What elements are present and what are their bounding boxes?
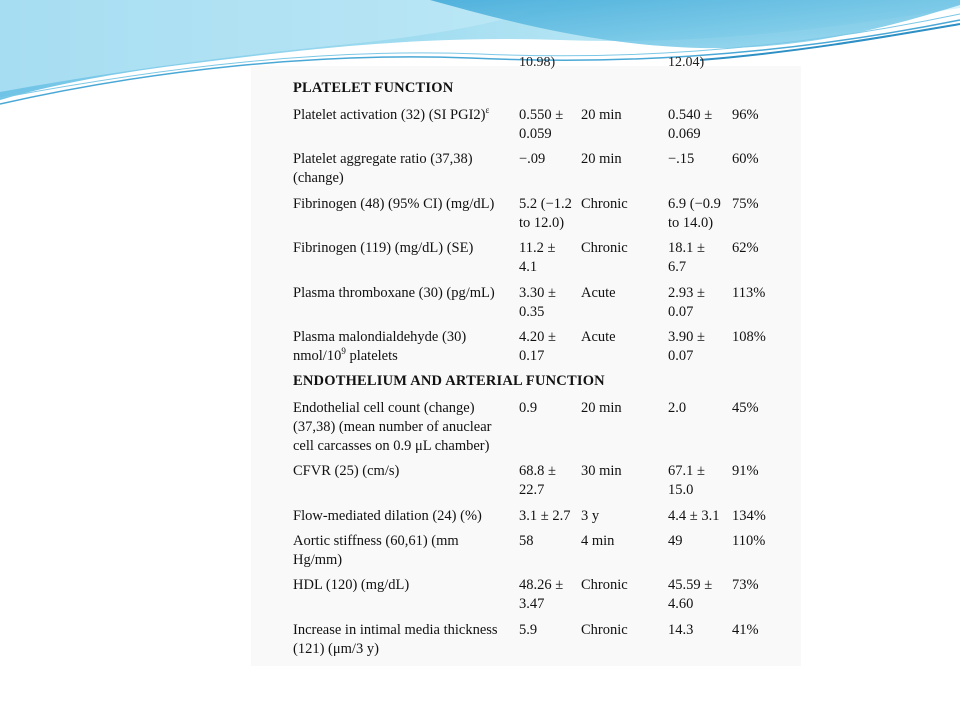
baseline-cell: 58 [519, 533, 534, 549]
baseline-cell: 3.30 ± 0.35 [519, 285, 556, 320]
cut-off-cell-post: 12.04) [668, 55, 705, 70]
duration-cell: Acute [581, 329, 616, 345]
post-cell: 67.1 ± 15.0 [668, 463, 705, 498]
post-cell: 3.90 ± 0.07 [668, 329, 705, 364]
measure-cell: Platelet aggregate ratio (37,38) (change) [293, 151, 473, 186]
measure-cell: Aortic stiffness (60,61) (mm Hg/mm) [293, 533, 459, 568]
scanned-results-table [251, 55, 801, 666]
baseline-cell: 0.550 ± 0.059 [519, 107, 564, 142]
post-cell: 14.3 [668, 622, 694, 638]
percent-cell: 113% [732, 285, 766, 301]
percent-cell: 45% [732, 400, 759, 416]
duration-cell: 4 min [581, 533, 615, 549]
duration-cell: 20 min [581, 400, 622, 416]
duration-cell: Chronic [581, 577, 628, 593]
section-heading-endothelium: ENDOTHELIUM AND ARTERIAL FUNCTION [293, 373, 605, 389]
percent-cell: 41% [732, 622, 759, 638]
cut-off-cell-baseline: 10.98) [519, 55, 556, 70]
measure-cell: Plasma malondialdehyde (30) nmol/$10^9$ platelets [293, 329, 467, 364]
post-cell: −.15 [668, 151, 695, 167]
duration-cell: Chronic [581, 240, 628, 256]
post-cell: 4.4 ± 3.1 [668, 508, 720, 524]
measure-cell: HDL (120) (mg/dL) [293, 577, 410, 593]
percent-cell: 108% [732, 329, 766, 345]
baseline-cell: 68.8 ± 22.7 [519, 463, 556, 498]
post-cell: 18.1 ± 6.7 [668, 240, 705, 275]
baseline-cell: 11.2 ± 4.1 [519, 240, 556, 275]
post-cell: 49 [668, 533, 683, 549]
measure-cell: CFVR (25) (cm/s) [293, 463, 400, 479]
duration-cell: 20 min [581, 151, 622, 167]
section-heading-platelet: PLATELET FUNCTION [293, 80, 454, 96]
baseline-cell: 4.20 ± 0.17 [519, 329, 556, 364]
post-cell: 45.59 ± 4.60 [668, 577, 713, 612]
duration-cell: Chronic [581, 622, 628, 638]
post-cell: 2.93 ± 0.07 [668, 285, 705, 320]
post-cell: 2.0 [668, 400, 687, 416]
baseline-cell: 5.9 [519, 622, 538, 638]
duration-cell: Chronic [581, 196, 628, 212]
measure-cell: Fibrinogen (119) (mg/dL) (SE) [293, 240, 474, 256]
duration-cell: 3 y [581, 508, 600, 524]
measure-cell: Endothelial cell count (change) (37,38) (mean number of anuclear cell carcasses on 0.9 μL chamber) [293, 400, 492, 454]
measure-cell: Fibrinogen (48) (95% CI) (mg/dL) [293, 196, 495, 212]
measure-cell: Platelet activation (32) (SI PGI2)$^\varepsilon$ [293, 105, 490, 123]
duration-cell: 30 min [581, 463, 622, 479]
percent-cell: 62% [732, 240, 759, 256]
post-cell: 6.9 (−0.9 to 14.0) [668, 196, 721, 231]
measure-cell: Flow-mediated dilation (24) (%) [293, 508, 482, 524]
percent-cell: 110% [732, 533, 766, 549]
percent-cell: 60% [732, 151, 759, 167]
measure-cell: Plasma thromboxane (30) (pg/mL) [293, 285, 495, 301]
post-cell: 0.540 ± 0.069 [668, 107, 713, 142]
percent-cell: 75% [732, 196, 759, 212]
percent-cell: 73% [732, 577, 759, 593]
baseline-cell: 3.1 ± 2.7 [519, 508, 571, 524]
percent-cell: 134% [732, 508, 766, 524]
baseline-cell: −.09 [519, 151, 546, 167]
baseline-cell: 5.2 (−1.2 to 12.0) [519, 196, 572, 231]
percent-cell: 91% [732, 463, 759, 479]
duration-cell: 20 min [581, 107, 622, 123]
baseline-cell: 48.26 ± 3.47 [519, 577, 564, 612]
duration-cell: Acute [581, 285, 616, 301]
baseline-cell: 0.9 [519, 400, 538, 416]
measure-cell: Increase in intimal media thickness (121) (μm/3 y) [293, 622, 498, 657]
percent-cell: 96% [732, 107, 759, 123]
